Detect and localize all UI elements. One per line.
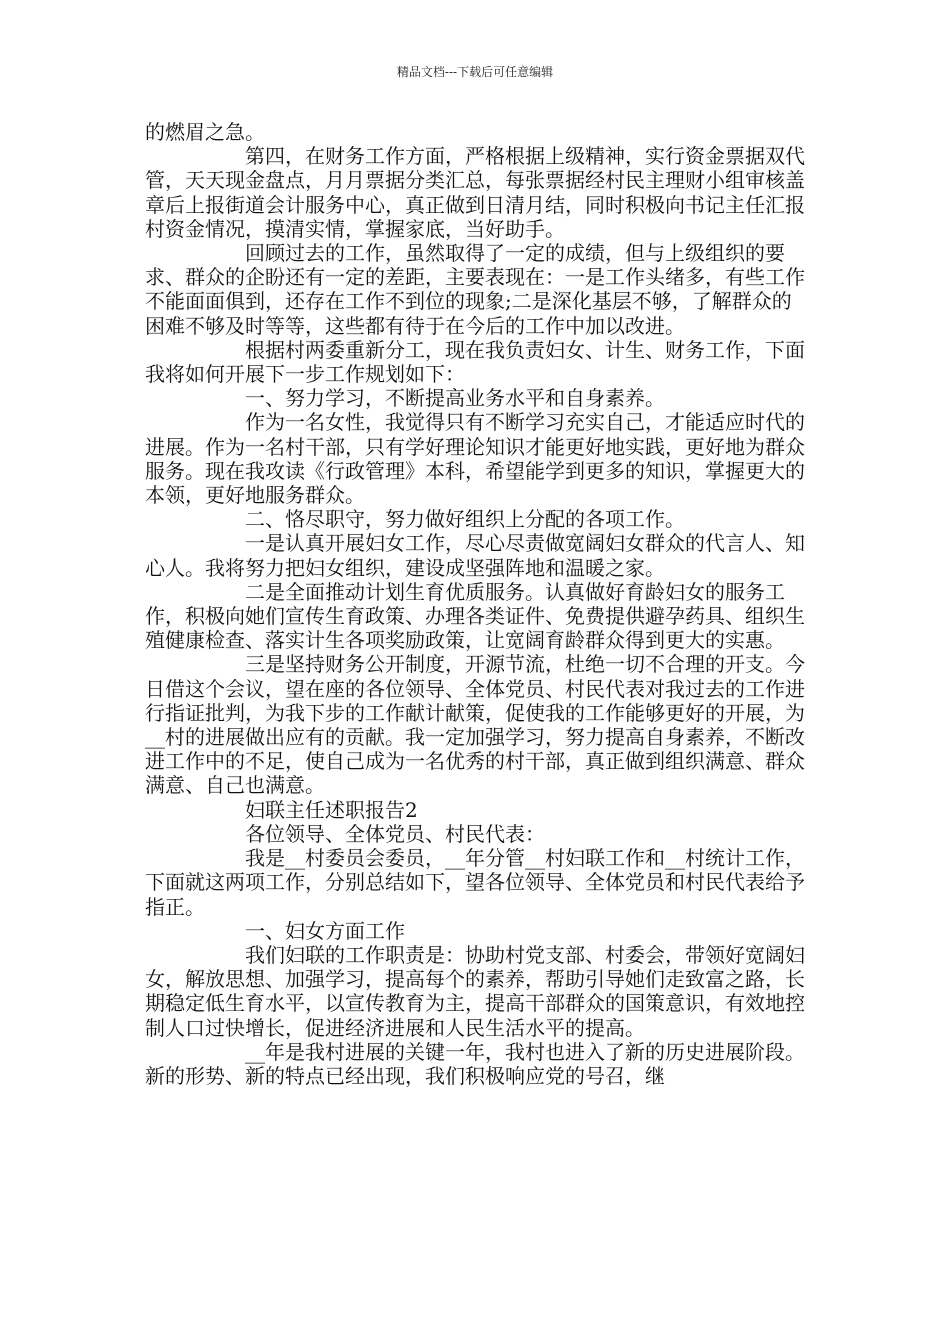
page-header: 精品文档---下载后可任意编辑 — [396, 65, 554, 79]
paragraph: 二是全面推动计划生育优质服务。认真做好育龄妇女的服务工作，积极向她们宣传生育政策、办理各类证件、免费提供避孕药具、组织生殖健康检查、落实计生各项奖励政策，让宽阔育龄群众得到更大的实惠。 — [145, 579, 805, 653]
paragraph: 我是__村委员会委员，__年分管__村妇联工作和__村统计工作，下面就这两项工作，分别总结如下，望各位领导、全体党员和村民代表给予指正。 — [145, 846, 805, 919]
paragraph: __年是我村进展的关键一年，我村也进入了新的历史进展阶段。新的形势、新的特点已经出现，我们积极响应党的号召，继 — [145, 1039, 805, 1088]
paragraph: 回顾过去的工作，虽然取得了一定的成绩，但与上级组织的要求、群众的企盼还有一定的差距，主要表现在：一是工作头绪多，有些工作不能面面俱到，还存在工作不到位的现象;二是深化基层不够，了解群众的困难不够及时等等，这些都有待于在今后的工作中加以改进。 — [145, 241, 805, 338]
paragraph: 的燃眉之急。 — [145, 120, 265, 144]
paragraph: 一是认真开展妇女工作，尽心尽责做宽阔妇女群众的代言人、知心人。我将努力把妇女组织，建设成坚强阵地和温暖之家。 — [145, 531, 805, 580]
report-title: 妇联主任述职报告2 — [245, 797, 418, 822]
document-body — [145, 120, 805, 1088]
paragraph: 根据村两委重新分工，现在我负责妇女、计生、财务工作，下面我将如何开展下一步工作规划如下： — [145, 337, 805, 387]
section-heading: 二、恪尽职守，努力做好组织上分配的各项工作。 — [245, 507, 685, 532]
paragraph: 三是坚持财务公开制度，开源节流，杜绝一切不合理的开支。今日借这个会议，望在座的各位领导、全体党员、村民代表对我过去的工作进行指证批判，为我下步的工作献计献策，促使我的工作能够更好的开展，为__村的进展做出应有的贡献。我一定加强学习，努力提高自身素养，不断改进工作中的不足，使自己成为一名优秀的村干部，真正做到组织满意、群众满意、自己也满意。 — [145, 652, 805, 798]
salutation: 各位领导、全体党员、村民代表： — [245, 821, 545, 846]
paragraph: 第四，在财务工作方面，严格根据上级精神，实行资金票据双代管，天天现金盘点，月月票据分类汇总，每张票据经村民主理财小组审核盖章后上报街道会计服务中心，真正做到日清月结，同时积极向书记主任汇报村资金情况，摸清实情，掌握家底，当好助手。 — [145, 144, 805, 241]
section-heading: 一、妇女方面工作 — [245, 918, 405, 943]
section-heading: 一、努力学习，不断提高业务水平和自身素养。 — [245, 386, 665, 411]
paragraph: 作为一名女性，我觉得只有不断学习充实自己，才能适应时代的进展。作为一名村干部，只有学好理论知识才能更好地实践，更好地为群众服务。现在我攻读《行政管理》本科，希望能学到更多的知识，掌握更大的本领，更好地服务群众。 — [145, 410, 805, 508]
paragraph: 我们妇联的工作职责是：协助村党支部、村委会，带领好宽阔妇女，解放思想、加强学习，提高每个的素养，帮助引导她们走致富之路，长期稳定低生育水平，以宣传教育为主，提高干部群众的国策意识，有效地控制人口过快增长，促进经济进展和人民生活水平的提高。 — [145, 942, 805, 1040]
